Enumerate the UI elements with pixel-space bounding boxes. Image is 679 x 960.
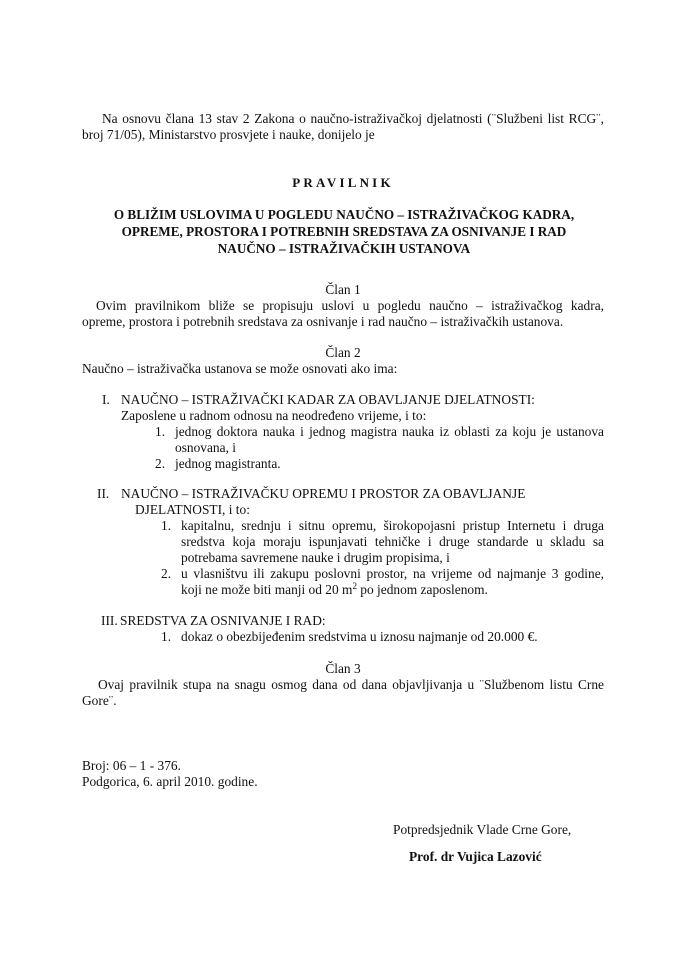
- subtitle-line-1: O BLIŽIM USLOVIMA U POGLEDU NAUČNO – ISTRAŽIVAČKOG KADRA,: [113, 207, 575, 222]
- clan-1-line-2: opreme, prostora i potrebnih sredstava za osnivanje i rad naučno – istraživačkih ustanova.: [82, 314, 564, 329]
- section-i-title: NAUČNO – ISTRAŽIVAČKI KADAR ZA OBAVLJANJE DJELATNOSTI:: [121, 392, 535, 407]
- section-iii-numeral: III.: [101, 613, 118, 628]
- section-ii-item-1-line-3: potrebama savremene nauke i drugim propisima, i: [181, 550, 450, 565]
- document-number: Broj: 06 – 1 - 376.: [82, 758, 181, 773]
- document-title: PRAVILNIK: [292, 175, 394, 190]
- clan-1-heading: Član 1: [325, 282, 361, 297]
- section-ii-item-1-line-2: sredstva koja moraju ispunjavati tehničke i druge standarde u skladu sa: [181, 534, 604, 549]
- section-ii-item-2-line-2: [181, 582, 488, 598]
- section-i-subtitle: Zaposlene u radnom odnosu na neodređeno vrijeme, i to:: [121, 408, 427, 423]
- clan-2-intro: Naučno – istraživačka ustanova se može osnovati ako ima:: [82, 361, 398, 376]
- section-ii-item-1-num: 1.: [161, 518, 172, 533]
- subtitle-line-3: NAUČNO – ISTRAŽIVAČKIH USTANOVA: [217, 241, 471, 256]
- clan-3-heading: Član 3: [325, 661, 361, 676]
- clan-3-line-1: Ovaj pravilnik stupa na snagu osmog dana od dana objavljivanja u ¨Službenom listu Crne: [98, 677, 604, 692]
- clan-3-line-2: Gore¨.: [82, 693, 117, 708]
- section-iii-item-1-line-1: dokaz o obezbijeđenim sredstvima u iznosu najmanje od 20.000 €.: [181, 629, 538, 644]
- document-subtitle: [84, 206, 604, 257]
- area-text-end: po jednom zaposlenom.: [356, 582, 488, 597]
- section-ii-title-line-2: DJELATNOSTI, i to:: [135, 502, 250, 517]
- section-i-item-1-num: 1.: [155, 424, 166, 439]
- area-text: koji ne može biti manji od 20 m: [181, 582, 353, 597]
- signatory-name: Prof. dr Vujica Lazović: [409, 849, 542, 864]
- section-iii-item-1-num: 1.: [161, 629, 172, 644]
- section-ii-item-1-line-1: kapitalnu, srednju i sitnu opremu, širokopojasni pristup Internetu i druga: [181, 518, 604, 533]
- section-i-item-1-line-1: jednog doktora nauka i jednog magistra nauka iz oblasti za koju je ustanova: [175, 424, 604, 439]
- superscript-2: 2: [352, 581, 357, 591]
- section-ii-item-2-line-1: u vlasništvu ili zakupu poslovni prostor, na vrijeme od najmanje 3 godine,: [181, 566, 604, 581]
- preamble-line-1: Na osnovu člana 13 stav 2 Zakona o naučno-istraživačkoj djelatnosti (¨Službeni list RCG¨,: [102, 111, 604, 126]
- signatory-title: Potpredsjednik Vlade Crne Gore,: [393, 822, 572, 837]
- place-date: Podgorica, 6. april 2010. godine.: [82, 774, 258, 789]
- section-ii-title-line-1: NAUČNO – ISTRAŽIVAČKU OPREMU I PROSTOR ZA OBAVLJANJE: [121, 486, 526, 501]
- section-i-item-2-num: 2.: [155, 456, 166, 471]
- section-iii-title: SREDSTVA ZA OSNIVANJE I RAD:: [120, 613, 326, 628]
- section-i-item-1-line-2: osnovana, i: [175, 440, 236, 455]
- section-i-item-2-line-1: jednog magistranta.: [175, 456, 281, 471]
- preamble-line-2: broj 71/05), Ministarstvo prosvjete i nauke, donijelo je: [82, 127, 375, 142]
- clan-1-line-1: Ovim pravilnikom bliže se propisuju uslovi u pogledu naučno – istraživačkog kadra,: [96, 298, 604, 313]
- subtitle-line-2: OPREME, PROSTORA I POTREBNIH SREDSTAVA ZA OSNIVANJE I RAD: [121, 224, 567, 239]
- section-ii-numeral: II.: [97, 486, 110, 501]
- section-ii-item-2-num: 2.: [161, 566, 172, 581]
- clan-2-heading: Član 2: [325, 345, 361, 360]
- section-i-numeral: I.: [102, 392, 110, 407]
